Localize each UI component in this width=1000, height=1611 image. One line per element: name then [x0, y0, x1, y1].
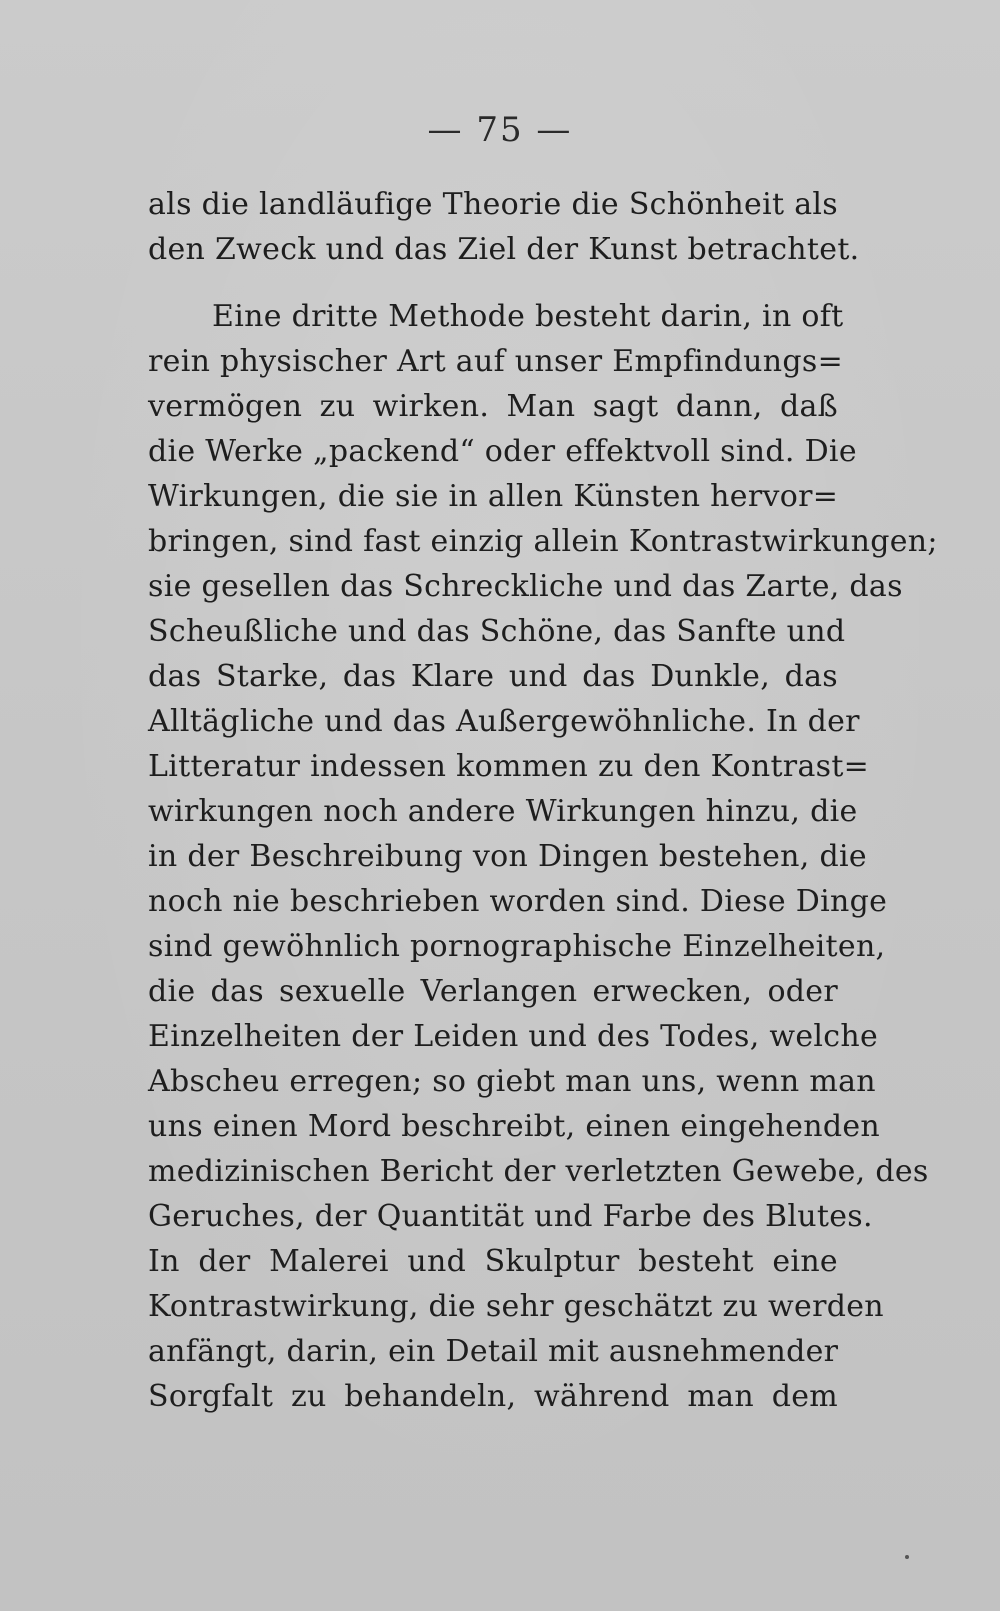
text-line: wirkungen noch andere Wirkungen hinzu, die — [148, 794, 858, 829]
text-line: medizinischen Bericht der verletzten Gewebe, des — [148, 1154, 929, 1189]
text-line: die das sexuelle Verlangen erwecken, oder — [148, 974, 838, 1009]
paper-speck — [905, 1555, 909, 1559]
text-line: Litteratur indessen kommen zu den Kontrast= — [148, 749, 870, 784]
text-line: Einzelheiten der Leiden und des Todes, welche — [148, 1019, 879, 1054]
text-line: sie gesellen das Schreckliche und das Zarte, das — [148, 569, 903, 604]
text-line: Sorgfalt zu behandeln, während man dem — [148, 1379, 838, 1414]
text-line: den Zweck und das Ziel der Kunst betrachtet. — [148, 232, 860, 267]
text-line: uns einen Mord beschreibt, einen eingehenden — [148, 1109, 880, 1144]
text-line: bringen, sind fast einzig allein Kontrastwirkungen; — [148, 524, 938, 559]
text-line: Eine dritte Methode besteht darin, in oft — [212, 299, 844, 334]
text-line: sind gewöhnlich pornographische Einzelheiten, — [148, 929, 886, 964]
text-line: vermögen zu wirken. Man sagt dann, daß — [148, 389, 838, 424]
page-number: — 75 — — [427, 110, 573, 150]
text-line: Alltägliche und das Außergewöhnliche. In der — [148, 704, 860, 739]
paragraph — [148, 294, 938, 1419]
text-line: In der Malerei und Skulptur besteht eine — [148, 1244, 838, 1279]
text-line: das Starke, das Klare und das Dunkle, das — [148, 659, 838, 694]
paragraph — [148, 182, 860, 272]
body-text — [148, 182, 938, 1419]
text-line: Wirkungen, die sie in allen Künsten hervor= — [148, 479, 839, 514]
text-line: Kontrastwirkung, die sehr geschätzt zu werden — [148, 1289, 884, 1324]
text-line: in der Beschreibung von Dingen bestehen, die — [148, 839, 867, 874]
text-line: rein physischer Art auf unser Empfindungs= — [148, 344, 844, 379]
text-line: anfängt, darin, ein Detail mit ausnehmender — [148, 1334, 839, 1369]
paragraph-gap — [148, 272, 838, 294]
text-line: Scheußliche und das Schöne, das Sanfte und — [148, 614, 846, 649]
text-line: die Werke „packend“ oder effektvoll sind. Die — [148, 434, 857, 469]
text-line: noch nie beschrieben worden sind. Diese Dinge — [148, 884, 888, 919]
text-line: Geruches, der Quantität und Farbe des Blutes. — [148, 1199, 873, 1234]
text-line: Abscheu erregen; so giebt man uns, wenn man — [148, 1064, 876, 1099]
text-line: als die landläufige Theorie die Schönheit als — [148, 187, 838, 222]
